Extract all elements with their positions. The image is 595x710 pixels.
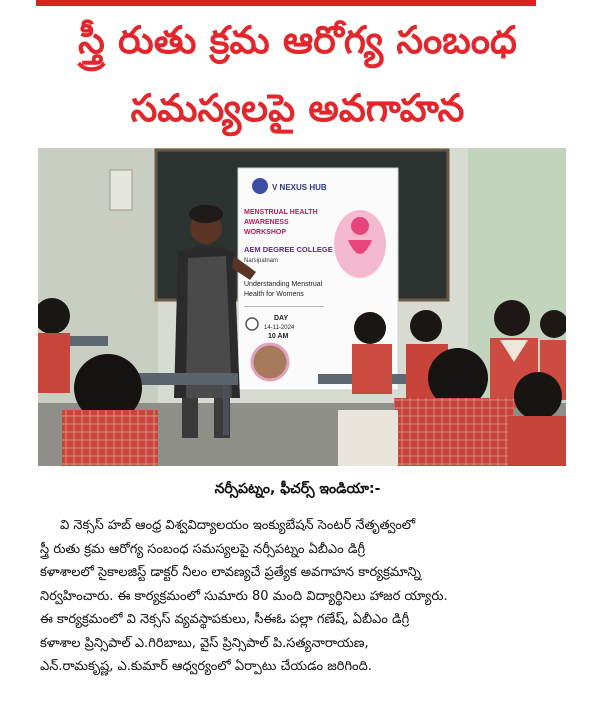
banner-topic-1: MENSTRUAL HEALTH	[244, 209, 318, 216]
banner-day: DAY	[274, 315, 289, 322]
body-line: స్త్రీ రుతు క్రమ ఆరోగ్య సంబంధ సమస్యలపై నర్సీపట్నం ఏబీఎం డిగ్రీ	[40, 541, 366, 557]
banner-subtitle-2: Health for Womens	[244, 291, 304, 298]
banner-time: 10 AM	[268, 333, 289, 340]
banner-date: 14-11-2024	[264, 325, 295, 331]
body-line: ఎన్.రామకృష్ణ, ఎ.కుమార్ ఆధ్వర్యంలో ఏర్పాటు చేయడం జరిగింది.	[40, 659, 372, 674]
banner-place: Narsipatnam	[244, 258, 279, 264]
body-line: వి నెక్సస్ హబ్ ఆంధ్ర విశ్వవిద్యాలయం ఇంక్యుబేషన్ సెంటర్ నేతృత్వంలో	[60, 518, 416, 533]
news-photo	[38, 148, 566, 466]
banner-org: V NEXUS HUB	[272, 183, 327, 192]
body-line: ఈ కార్యక్రమంలో వి నెక్సస్ వ్యవస్థాపకులు, సీఈఓ పల్లా గణేష్, ఏబీఎం డిగ్రీ	[40, 612, 410, 627]
banner-subtitle-1: Understanding Menstrual	[244, 281, 323, 288]
body-line: కళాశాలలో సైకాలజిస్ట్ డాక్టర్ నీలం లావణ్యచే ప్రత్యేక అవగాహన కార్యక్రమాన్ని	[40, 565, 421, 580]
top-accent-rule	[36, 0, 536, 6]
headline-line-2: సమస్యలపై అవగాహన	[130, 86, 465, 130]
banner-college: AEM DEGREE COLLEGE	[244, 245, 333, 254]
banner-topic-3: WORKSHOP	[244, 229, 286, 236]
body-line: నిర్వహించారు. ఈ కార్యక్రమంలో సుమారు 80 మంది విద్యార్థినిలు హాజర య్యారు.	[40, 588, 448, 604]
speaker-portrait	[252, 344, 288, 380]
banner-topic-2: AWARENESS	[244, 219, 289, 226]
dateline: నర్సీపట్నం, ఫీచర్స్ ఇండియా:-	[214, 481, 381, 497]
headline-line-1: స్త్రీ రుతు క్రమ ఆరోగ్య సంబంధ	[78, 18, 517, 62]
article-body	[40, 514, 560, 679]
body-line: కళాశాల ప్రిన్సిపాల్ ఎ.గిరిబాబు, వైస్ ప్రిన్సిపాల్ పి.సత్యనారాయణ,	[40, 635, 369, 651]
